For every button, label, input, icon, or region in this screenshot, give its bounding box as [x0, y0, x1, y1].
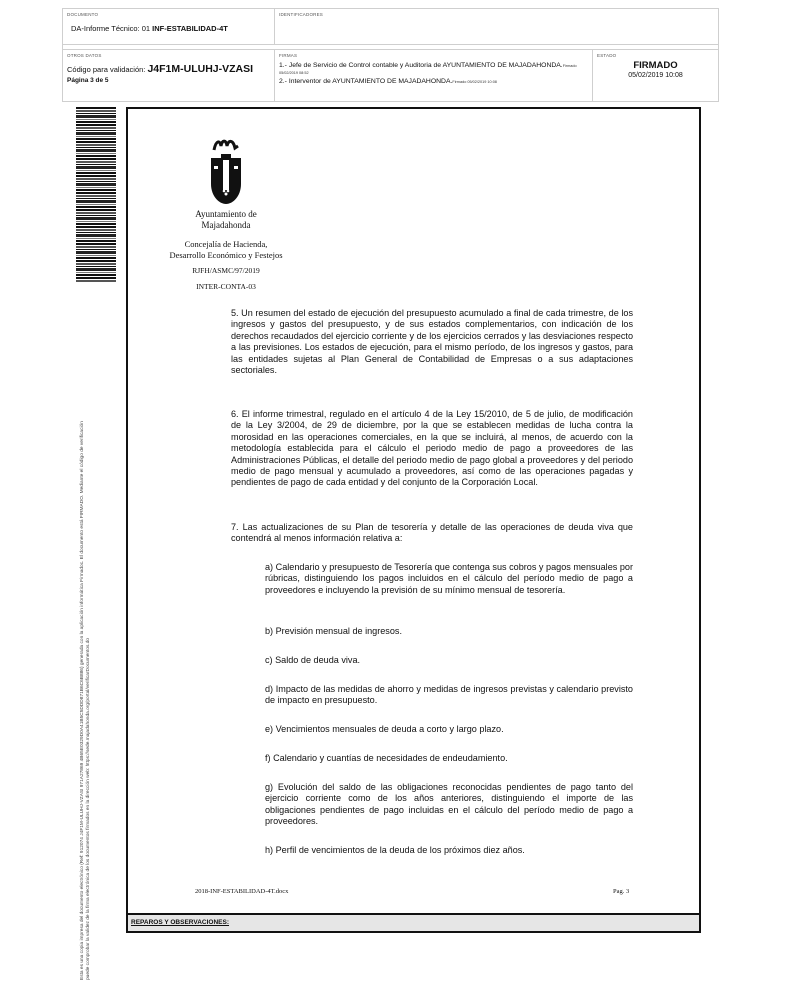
majadahonda-crest-icon — [208, 136, 244, 206]
document-page — [126, 107, 701, 933]
document-title-code: INF-ESTABILIDAD-4T — [152, 24, 228, 33]
signature-1 — [279, 62, 577, 69]
header-row-2 — [63, 49, 718, 102]
org-name-line-1: Ayuntamiento de — [195, 209, 257, 219]
page-body — [128, 109, 699, 915]
header-row-1 — [63, 9, 718, 45]
signature-1-tag: Firmado — [562, 64, 577, 68]
paragraph-7: 7. Las actualizaciones de su Plan de tesorería y detalle de las operaciones de deuda viva que contendrá al menos información relativa a: — [231, 522, 633, 544]
list-item-b: b) Previsión mensual de ingresos. — [265, 626, 402, 636]
list-item-h: h) Perfil de vencimientos de la deuda de los próximos diez años. — [265, 845, 525, 855]
document-title — [71, 24, 228, 33]
status-badge: FIRMADO — [633, 60, 678, 71]
footer-page-number: Pag. 3 — [613, 888, 630, 895]
verification-footnote-line-2: puede comprobar la validez de la firma electrónica de los documentos firmados en la dirección web: https://sede.majadahonda.org/portal/verificarDocumentos.do — [86, 637, 91, 980]
firmas-cell — [275, 50, 593, 102]
documento-label: DOCUMENTO — [67, 12, 99, 17]
barcode — [76, 107, 116, 283]
verification-footnote — [80, 280, 92, 980]
identificadores-cell — [275, 9, 718, 44]
validation-code — [67, 63, 253, 75]
list-item-e: e) Vencimientos mensuales de deuda a corto y largo plazo. — [265, 724, 504, 734]
signature-2-tag: Firmado 05/02/2019 10:08 — [452, 80, 497, 84]
document-title-prefix: DA-Informe Técnico: 01 — [71, 24, 153, 33]
signature-1-text: 1.- Jefe de Servicio de Control contable y Auditoria de AYUNTAMIENTO DE MAJADAHONDA. — [279, 62, 563, 69]
footer-filename: 2018-INF-ESTABILIDAD-4T.docx — [195, 888, 289, 895]
estado-cell — [593, 50, 718, 102]
verification-footnote-line-1: Esta es una copia impresa del documento electrónico (Ref: 912074 J4F1M-ULUHJ-VZASI 971A27869 4B65E0329D0A41B5C5DDD871B6C6B886) generada con la aplicación informática Firmadoc. El documento está FIRMADO. Mediante el código de verificación — [80, 421, 85, 980]
otros-datos-label: OTROS DATOS — [67, 53, 102, 58]
reparos-label: REPAROS Y OBSERVACIONES: — [131, 919, 230, 926]
paragraph-6: 6. El informe trimestral, regulado en el artículo 4 de la Ley 15/2010, de 5 de julio, de modificación de la Ley 3/2004, de 29 de diciembre, por la que se establecen medidas de lucha contra la morosidad en las operaciones comerciales, en la que se incluirá, al menos, de acuerdo con la metodología establecida para el cálculo el periodo medio de pago a proveedores de las Administraciones Públicas, el detalle del periodo medio de pago global a proveedores y del periodo medio de pago mensual y acumulado a proveedores, así como de las operaciones pagadas y pendientes de pago de cada entidad y del conjunto de la Corporación Local. — [231, 409, 633, 488]
list-item-d: d) Impacto de las medidas de ahorro y medidas de ingresos previstas y calendario previsto de impacto en presupuesto. — [265, 684, 633, 706]
reparos-section — [128, 913, 699, 931]
document-header — [62, 8, 719, 102]
signature-1-date: 05/02/2019 08:52 — [279, 71, 309, 75]
list-item-c: c) Saldo de deuda viva. — [265, 655, 361, 665]
validation-code-label: Código para validación: — [67, 65, 148, 74]
department-line-1: Concejalía de Hacienda, — [184, 239, 268, 249]
otros-datos-cell — [63, 50, 275, 102]
department-name — [148, 239, 304, 261]
org-name-line-2: Majadahonda — [201, 220, 251, 230]
estado-label: ESTADO — [597, 53, 617, 58]
signature-2 — [279, 78, 497, 85]
validation-code-value: J4F1M-ULUHJ-VZASI — [147, 63, 254, 75]
firmas-label: FIRMAS — [279, 53, 298, 58]
list-item-a: a) Calendario y presupuesto de Tesorería que contenga sus cobros y pagos mensuales por rúbricas, distinguiendo los pagos incluidos en el cálculo del período medio de pago a proveedores e incluyendo la previsión de su mínimo mensual de tesorería. — [265, 562, 633, 595]
documento-cell — [63, 9, 275, 44]
list-item-f: f) Calendario y cuantías de necesidades de endeudamiento. — [265, 753, 508, 763]
status-date: 05/02/2019 10:08 — [628, 72, 683, 79]
list-item-g: g) Evolución del saldo de las obligaciones reconocidas pendientes de pago tanto del ejercicio corriente como de los años anteriores, distinguiendo el importe de las obligaciones pendientes de pago incluidas en el cálculo del período medio de pago a proveedores. — [265, 782, 633, 827]
identificadores-label: IDENTIFICADORES — [279, 12, 324, 17]
signature-2-text: 2.- Interventor de AYUNTAMIENTO DE MAJADAHONDA. — [279, 78, 453, 85]
document-reference: RJFH/ASMC/97/2019 — [192, 266, 260, 275]
org-name — [148, 209, 304, 231]
paragraph-5: 5. Un resumen del estado de ejecución del presupuesto acumulado a final de cada trimestre, de los ingresos y gastos del presupuesto, y de sus estados complementarios, con indicación de los derechos recaudados del ejercicio corriente y de los ejercicios cerrados y las desviaciones respecto a las previsiones. Los estados de ejecución, para el mismo período, de los ingresos y gastos, para las entidades sujetas al Plan General de Contabilidad de Empresas o a sus adaptaciones sectoriales. — [231, 308, 633, 376]
department-line-2: Desarrollo Económico y Festejos — [169, 250, 283, 260]
document-code: INTER-CONTA-03 — [196, 282, 256, 291]
page-counter: Página 3 de 5 — [67, 77, 109, 84]
